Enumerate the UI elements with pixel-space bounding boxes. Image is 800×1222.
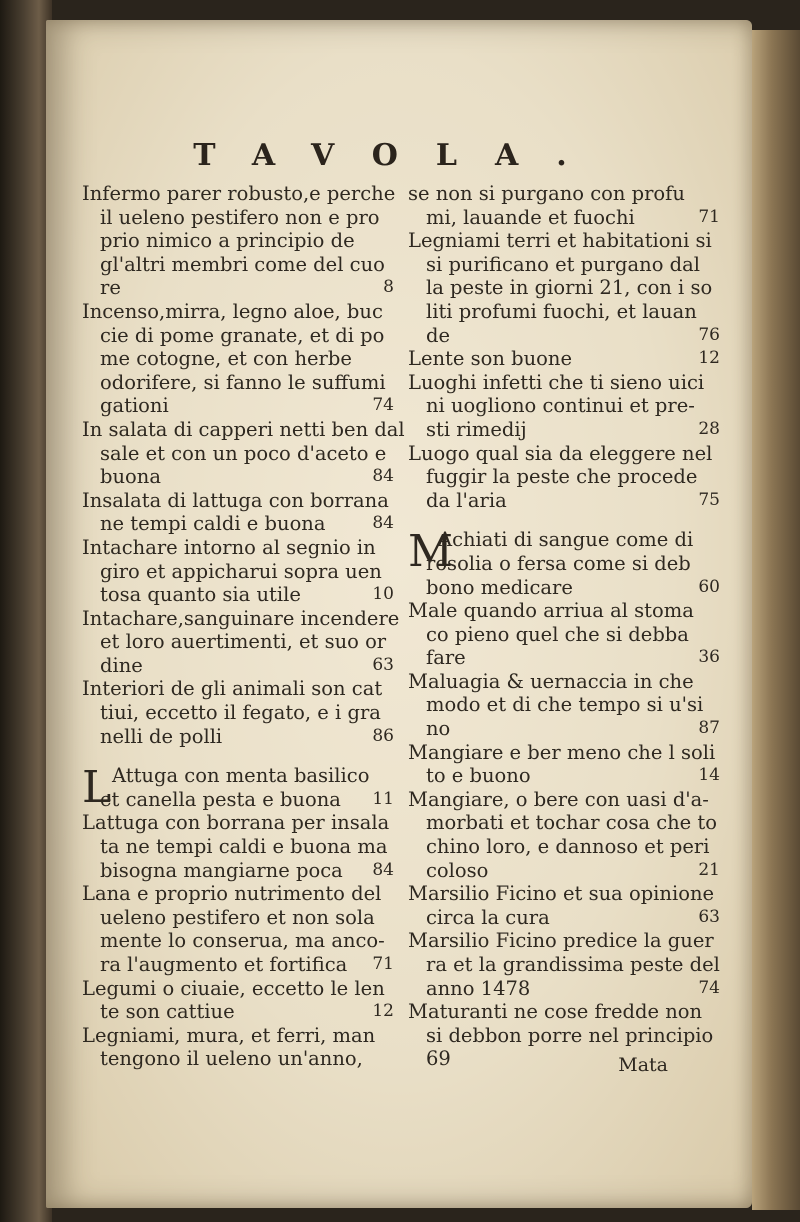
- entry-text: Intachare,sanguinare incendere: [82, 606, 400, 630]
- entry-text: si debbon porre nel principio: [426, 1023, 714, 1047]
- page-number: 63: [372, 654, 394, 675]
- page-number: 87: [698, 718, 720, 739]
- entry-text: Incenso,mirra, legno aloe, buc: [82, 299, 383, 323]
- index-entry: [408, 741, 724, 788]
- entry-text: In salata di capperi netti ben dal: [82, 417, 405, 441]
- entry-text: Maluagia & uernaccia in che: [408, 669, 694, 693]
- entry-text: morbati et tochar cosa che to: [426, 811, 717, 835]
- entry-text: Insalata di lattuga con borrana: [82, 488, 389, 512]
- entry-text: Intachare intorno al segnio in: [82, 535, 376, 559]
- entry-text: me cotogne, et con herbe: [100, 347, 352, 371]
- catchword: Mata: [618, 1054, 668, 1076]
- entry-text: prio nimico a principio de: [100, 229, 355, 253]
- entry-text: ta ne tempi caldi e buona ma: [100, 835, 388, 859]
- entry-text: il ueleno pestifero non e pro: [100, 205, 380, 229]
- entry-text: nelli de polli: [100, 724, 223, 748]
- entry-text: tiui, eccetto il fegato, e i gra: [100, 701, 381, 725]
- entry-text: da l'aria: [426, 488, 507, 512]
- index-entry: [408, 929, 724, 1000]
- page-number: 11: [372, 788, 394, 809]
- entry-text: et loro auertimenti, et suo or: [100, 630, 387, 654]
- page-edge: [752, 30, 800, 1210]
- index-entry: [82, 677, 398, 748]
- entry-text: et canella pesta e buona: [100, 787, 341, 811]
- entry-text: gationi: [100, 394, 169, 418]
- entry-text: Lente son buone: [408, 347, 573, 371]
- entry-text: bisogna mangiarne poca: [100, 858, 343, 882]
- index-entry: [82, 417, 405, 489]
- entry-text: ra l'augmento et fortifica: [100, 953, 348, 976]
- right-column: [408, 182, 724, 512]
- entry-text: Mangiare e ber meno che l soli: [408, 740, 716, 764]
- entry-text: liti profumi fuochi, et lauan: [426, 299, 697, 323]
- page-number: 74: [698, 977, 720, 998]
- book-page: [46, 20, 752, 1208]
- entry-text: Luogo qual sia da eleggere nel: [408, 441, 713, 465]
- entry-text: tengono il ueleno un'anno,: [100, 1047, 363, 1071]
- entry-text: rosolia o fersa come si deb: [426, 551, 691, 575]
- page-number: 75: [698, 489, 720, 510]
- entry-text: de: [426, 323, 451, 347]
- entry-text: ne tempi caldi e buona: [100, 512, 326, 536]
- right-column: [408, 182, 724, 1071]
- page-number: 84: [372, 513, 394, 534]
- page-number: 12: [698, 348, 720, 369]
- left-section-L: [82, 764, 398, 1071]
- page-number: 60: [698, 576, 720, 597]
- index-entry: [82, 607, 398, 678]
- index-entry: [82, 489, 398, 536]
- page-number: 10: [372, 584, 394, 605]
- page-number: 63: [698, 906, 720, 927]
- entry-text: cie di pome granate, et di po: [100, 323, 385, 347]
- index-entry: [82, 762, 398, 814]
- entry-text: Interiori de gli animali son cat: [82, 677, 383, 701]
- page-number: 86: [372, 725, 394, 746]
- index-entry: [82, 536, 398, 607]
- entry-text: Male quando arriua al stoma: [408, 599, 694, 623]
- entry-text: la peste in giorni 21, con i so: [426, 276, 713, 300]
- index-entry: [82, 1024, 398, 1071]
- entry-text: mi, lauande et fuochi: [426, 205, 635, 229]
- entry-text: sti rimedij: [426, 417, 527, 441]
- entry-text: Achiati di sangue come di: [438, 528, 694, 552]
- left-column: [82, 182, 405, 1071]
- page-title: TAVOLA.: [193, 138, 605, 173]
- book-binding: [0, 0, 52, 1222]
- entry-text: ueleno pestifero et non sola: [100, 905, 375, 929]
- page-number: 74: [372, 395, 394, 416]
- page-number: 71: [698, 206, 720, 227]
- page-number: 36: [698, 647, 720, 668]
- page-number: 84: [372, 466, 394, 487]
- index-entry: [408, 1000, 724, 1071]
- index-entry: [408, 670, 724, 741]
- entry-text: te son cattiue: [100, 1000, 235, 1024]
- entry-text: Infermo parer robusto,e perche: [82, 182, 396, 205]
- entry-text: fuggir la peste che procede: [426, 465, 698, 489]
- page-number: 71: [372, 954, 394, 974]
- index-entry: [408, 371, 724, 442]
- entry-text: to e buono: [426, 764, 531, 788]
- entry-text: Lattuga con borrana per insala: [82, 811, 390, 835]
- index-entry: [408, 528, 724, 599]
- page-number: 28: [698, 418, 720, 439]
- entry-text: se non si purgano con profu: [408, 182, 685, 205]
- entry-text: odorifere, si fanno le suffumi: [100, 370, 386, 394]
- index-entry: [408, 182, 724, 229]
- entry-text: 69: [426, 1047, 451, 1071]
- drop-cap: L: [82, 762, 112, 814]
- entry-text: co pieno quel che si debba: [426, 622, 689, 646]
- index-entry: [408, 882, 724, 929]
- entry-text: gl'altri membri come del cuo: [100, 252, 385, 276]
- entry-text: fare: [426, 646, 466, 670]
- entry-text: Mangiare, o bere con uasi d'a-: [408, 787, 709, 811]
- entry-text: giro et appicharui sopra uen: [100, 559, 382, 583]
- index-entry: [82, 300, 398, 418]
- index-entry: [82, 811, 398, 882]
- index-entry: [408, 229, 724, 347]
- entry-text: modo et di che tempo si u'si: [426, 693, 704, 717]
- entry-text: Legumi o ciuaie, eccetto le len: [82, 976, 385, 1000]
- entry-text: ni uogliono continui et pre-: [426, 394, 695, 418]
- entry-text: anno 1478: [426, 976, 531, 1000]
- drop-cap: M: [408, 526, 454, 578]
- index-entry: [82, 182, 398, 300]
- page-number: 76: [698, 324, 720, 345]
- entry-text: sale et con un poco d'aceto e: [100, 441, 387, 465]
- index-entry: [408, 788, 724, 882]
- entry-text: Attuga con menta basilico: [112, 764, 370, 788]
- page-number: 21: [698, 859, 720, 880]
- entry-text: buona: [100, 465, 161, 489]
- page-number: 8: [383, 277, 394, 298]
- entry-text: re: [100, 276, 121, 300]
- entry-text: no: [426, 717, 451, 741]
- entry-text: Luoghi infetti che ti sieno uici: [408, 370, 705, 394]
- entry-text: dine: [100, 653, 143, 677]
- index-entry: [408, 347, 724, 371]
- entry-text: coloso: [426, 858, 489, 882]
- page-number: 84: [372, 859, 394, 880]
- index-entry: [408, 442, 724, 513]
- entry-text: Legniami terri et habitationi si: [408, 229, 712, 253]
- entry-text: tosa quanto sia utile: [100, 583, 301, 607]
- entry-text: Lana e proprio nutrimento del: [82, 882, 382, 906]
- entry-text: ra et la grandissima peste del: [426, 953, 720, 976]
- page-number: 12: [372, 1001, 394, 1022]
- left-column: [82, 182, 405, 748]
- entry-text: Legniami, mura, et ferri, man: [82, 1023, 376, 1047]
- entry-text: Marsilio Ficino predice la guer: [408, 929, 714, 953]
- page-number: 14: [698, 765, 720, 786]
- entry-text: si purificano et purgano dal: [426, 252, 700, 276]
- entry-text: Maturanti ne cose fredde non: [408, 1000, 703, 1024]
- entry-text: chino loro, e dannoso et peri: [426, 835, 710, 859]
- entry-text: bono medicare: [426, 575, 573, 599]
- entry-text: mente lo conserua, ma anco-: [100, 929, 385, 953]
- index-entry: [82, 882, 398, 976]
- right-section-M: [408, 528, 724, 1071]
- index-entry: [408, 599, 724, 670]
- index-entry: [82, 977, 398, 1024]
- entry-text: circa la cura: [426, 905, 550, 929]
- entry-text: Marsilio Ficino et sua opinione: [408, 882, 715, 906]
